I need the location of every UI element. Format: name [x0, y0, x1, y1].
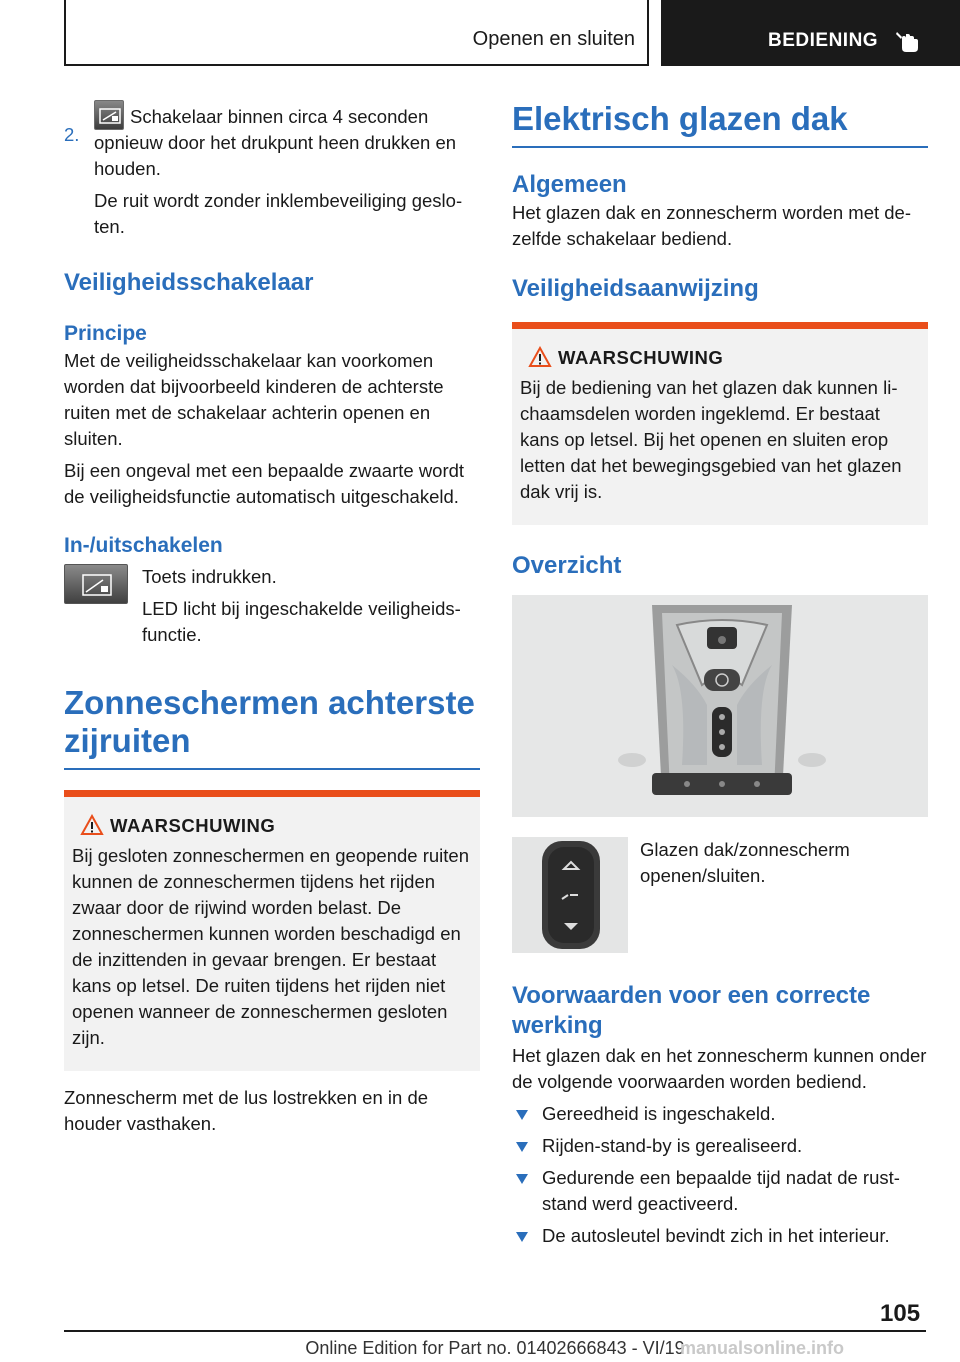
roof-warning-box: [512, 322, 928, 525]
warning-title-text: WAARSCHUWING: [558, 347, 724, 368]
blinds-heading: Zonneschermen achterste zijruiten: [64, 684, 480, 770]
roof-switch-photo: [512, 837, 628, 953]
blinds-warning-box: [64, 790, 480, 1071]
right-column: [512, 100, 928, 1249]
principle-heading: Principe: [64, 322, 147, 345]
safety-heading: Veiligheidsaanwijzing: [512, 275, 759, 302]
condition-item: Gereedheid is ingeschakeld.: [512, 1101, 928, 1127]
header-section-title: Openen en sluiten: [472, 28, 635, 50]
window-lock-icon: [94, 100, 124, 130]
safety-switch-key-image: [64, 564, 128, 604]
step-2: [64, 100, 480, 240]
onoff-heading: In-/uitschakelen: [64, 534, 223, 557]
step-result: De ruit wordt zonder inklembeveiliging gesloten.: [94, 190, 463, 237]
general-heading: Algemeen: [512, 171, 627, 198]
footer-rule: [64, 1330, 926, 1332]
principle-paragraph-2: Bij een ongeval met een bepaalde zwaarte wordt de veiligheidsfunctie automatisch uitgeschakeld.: [64, 460, 465, 507]
header-chapter-title: BEDIENING: [768, 30, 879, 51]
overview-heading: Overzicht: [512, 552, 622, 579]
condition-item: De autosleutel bevindt zich in het interieur.: [512, 1223, 928, 1249]
step-number: 2.: [64, 124, 80, 145]
roof-warning-text: Bij de bediening van het glazen dak kunnen lichaamsdelen worden ingeklemd. Er bestaat kans op letsel. Bij het openen en sluiten erop letten dat het bewegingsgebied van het glazen dak vrij is.: [520, 377, 902, 502]
warning-triangle-icon: [528, 346, 552, 368]
condition-item: Rijden-stand-by is gerealiseerd.: [512, 1133, 928, 1159]
onoff-line-1: Toets indrukken.: [142, 566, 277, 587]
conditions-text: Het glazen dak en het zonnescherm kunnen onder de volgende voorwaarden worden bediend.: [512, 1045, 927, 1092]
blinds-warning-text: Bij gesloten zonneschermen en geopende ruiten kunnen de zonneschermen tijdens het rijden zwaar door de rijwind worden belast. De zonneschermen kunnen worden beschadigd en de inzittenden in gevaar brengen. Er bestaat kans op letsel. De ruiten tijdens het rijden niet openen wanneer de zonneschermen gesloten zijn.: [72, 845, 470, 1048]
principle-paragraph-1: Met de veiligheidsschakelaar kan voorkomen worden dat bijvoorbeeld kinderen de achterste ruiten met de schakelaar achterin openen en sluiten.: [64, 350, 444, 449]
conditions-heading: Voorwaarden voor een correcte werking: [512, 982, 871, 1039]
safety-switch-heading: Veiligheidsschakelaar: [64, 269, 314, 296]
warning-triangle-icon: [80, 814, 104, 836]
onoff-row: [64, 564, 480, 648]
condition-item: Gedurende een bepaalde tijd nadat de ruststand werd geactiveerd.: [512, 1165, 928, 1217]
blinds-warning-title: [72, 813, 472, 839]
page-number: 105: [880, 1300, 921, 1327]
general-text: Het glazen dak en zonnescherm worden met dezelfde schakelaar bediend.: [512, 202, 912, 249]
roof-warning-title: [520, 345, 920, 371]
roof-heading: Elektrisch glazen dak: [512, 100, 928, 148]
step-text-block: [94, 100, 480, 182]
switch-row: [512, 837, 928, 953]
watermark: manualsonline.info: [680, 1338, 845, 1358]
left-column: [64, 100, 480, 1137]
header-chapter-box: [661, 0, 960, 66]
header-section-box: [64, 0, 649, 66]
blinds-text: Zonnescherm met de lus lostrekken en in de houder vasthaken.: [64, 1087, 429, 1134]
switch-caption: Glazen dak/zonnescherm openen/sluiten.: [640, 839, 850, 886]
warning-title-text: WAARSCHUWING: [110, 815, 276, 836]
onoff-line-2: LED licht bij ingeschakelde veiligheidsfunctie.: [142, 598, 461, 645]
roof-console-photo: [512, 595, 928, 817]
footer-edition: Online Edition for Part no. 01402666843 - VI/19: [305, 1338, 685, 1358]
step-text: Schakelaar binnen circa 4 seconden opnieuw door het drukpunt heen drukken en houden.: [94, 106, 457, 179]
pointing-hand-icon: [893, 26, 921, 54]
